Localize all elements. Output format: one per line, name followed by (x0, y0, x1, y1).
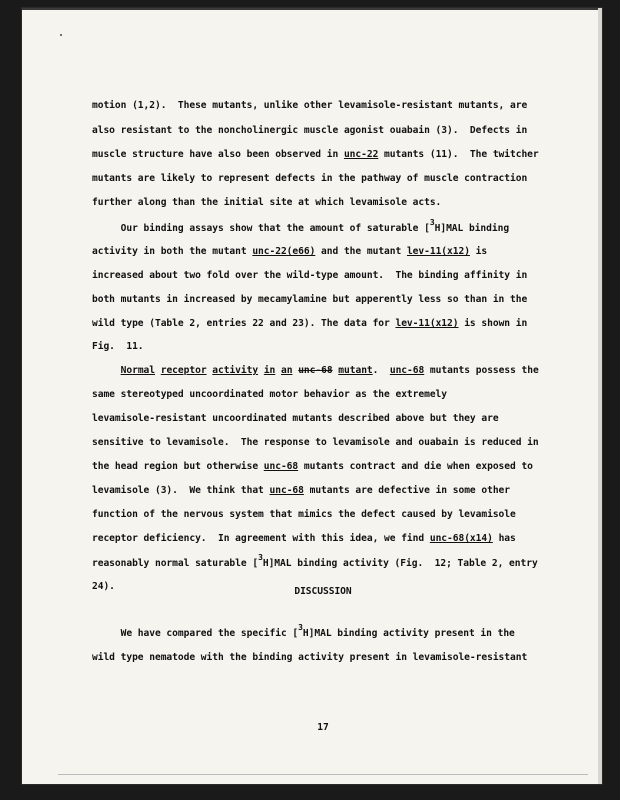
body-line: Fig. 11. (92, 341, 144, 352)
body-line: also resistant to the noncholinergic muscle agonist ouabain (3). Defects in (92, 125, 528, 136)
struck-term: unc-68 (298, 365, 333, 376)
body-line: levamisole-resistant uncoordinated mutants described above but they are (92, 413, 499, 424)
speck-mark (60, 34, 62, 36)
underlined-term: receptor (160, 365, 207, 376)
underlined-term: an (281, 365, 293, 376)
body-line: muscle structure have also been observed in unc-22 mutants (11). The twitcher (92, 149, 539, 160)
page-number: 17 (317, 722, 329, 733)
body-line: Our binding assays show that the amount of saturable [$^3$H]MAL binding (92, 218, 510, 234)
superscript: 3 (258, 553, 263, 562)
superscript: 3 (298, 623, 303, 632)
body-line: sensitive to levamisole. The response to levamisole and ouabain is reduced in (92, 437, 539, 448)
underlined-term: in (263, 365, 276, 376)
underlined-term: Normal (120, 365, 155, 376)
underlined-term: mutant (338, 365, 373, 376)
document-page (22, 8, 602, 784)
body-line: receptor deficiency. In agreement with this idea, we find unc-68(x14) has (92, 533, 516, 544)
body-line: levamisole (3). We think that unc-68 mutants are defective in some other (92, 485, 511, 496)
body-text (92, 8, 554, 784)
body-line: same stereotyped uncoordinated motor behavior as the extremely (92, 389, 448, 400)
underlined-term: unc-68 (389, 365, 425, 376)
body-line: mutants are likely to represent defects in the pathway of muscle contraction (92, 173, 528, 184)
body-line: reasonably normal saturable [$^3$H]MAL binding activity (Fig. 12; Table 2, entry (92, 553, 538, 569)
body-line: wild type (Table 2, entries 22 and 23). The data for lev-11(x12) is shown in (92, 318, 528, 329)
underlined-term: unc-22(e66) (252, 246, 316, 257)
body-line: 24). (92, 581, 115, 592)
section-heading: DISCUSSION (294, 586, 352, 597)
body-line: both mutants in increased by mecamylamine but apperently less so than in the (92, 294, 528, 305)
underlined-term: lev-11(x12) (406, 246, 470, 257)
underlined-term: unc-68 (269, 485, 304, 496)
page-right-edge (598, 8, 602, 784)
superscript: 3 (429, 218, 435, 227)
underlined-term: activity (212, 365, 259, 376)
body-line: further along than the initial site at which levamisole acts. (92, 197, 442, 208)
discussion-line: wild type nematode with the binding activity present in levamisole-resistant (92, 652, 528, 663)
body-line: the head region but otherwise unc-68 mutants contract and die when exposed to (92, 461, 533, 472)
body-line: function of the nervous system that mimics the defect caused by levamisole (92, 509, 516, 520)
underlined-term: lev-11(x12) (395, 318, 459, 329)
body-line: motion (1,2). These mutants, unlike other levamisole-resistant mutants, are (92, 100, 528, 111)
body-line: Normal receptor activity in an unc-68 mutant. unc-68 mutants possess the (120, 365, 539, 376)
underlined-term: unc-68 (263, 461, 299, 472)
underlined-term: unc-22 (343, 149, 379, 160)
underlined-term: unc-68(x14) (429, 533, 493, 544)
body-line: activity in both the mutant unc-22(e66) and the mutant lev-11(x12) is (92, 246, 488, 257)
discussion-line: We have compared the specific [$^3$H]MAL binding activity present in the (92, 623, 515, 639)
body-line: increased about two fold over the wild-type amount. The binding affinity in (92, 270, 528, 281)
